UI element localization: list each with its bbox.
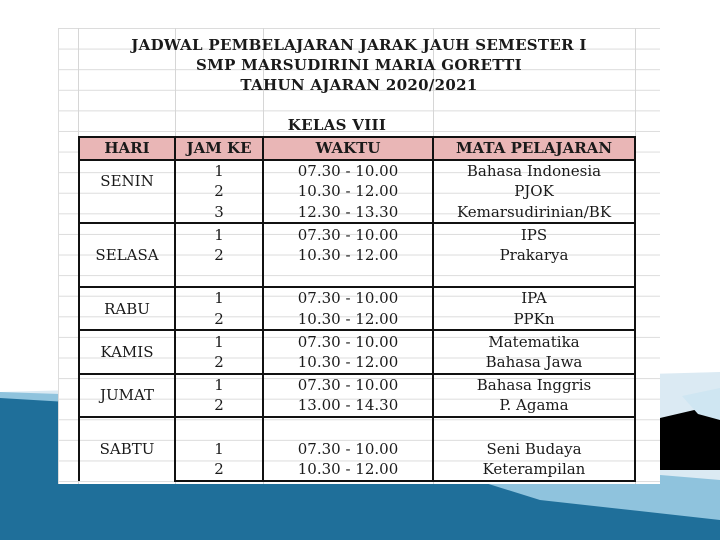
table-header-row [79,137,635,160]
mapel-cell: Kemarsudirinian/BK [433,202,635,224]
mapel-cell: PPKn [433,309,635,331]
jam-cell: 2 [175,181,263,202]
academic-year: TAHUN AJARAN 2020/2021 [240,76,478,94]
mapel-cell: PJOK [433,181,635,202]
mapel-cell: Bahasa Inggris [433,374,635,396]
jam-cell: 1 [175,438,263,459]
jam-cell: 2 [175,395,263,417]
waktu-cell: 10.30 - 12.00 [263,181,433,202]
waktu-cell: 07.30 - 10.00 [263,438,433,459]
empty-cell [175,266,263,288]
empty-cell [433,417,635,439]
mapel-cell: P. Agama [433,395,635,417]
table-row [79,287,635,309]
column-header-waktu: WAKTU [263,137,433,160]
empty-cell [175,417,263,439]
day-cell-empty [79,202,175,224]
mapel-cell: Bahasa Indonesia [433,160,635,182]
table-row [79,160,635,182]
jam-cell: 2 [175,309,263,331]
day-cell: SELASA [79,223,175,287]
mapel-cell: Bahasa Jawa [433,352,635,374]
mapel-cell: Matematika [433,330,635,352]
waktu-cell: 13.00 - 14.30 [263,395,433,417]
day-cell: SENIN [79,160,175,202]
empty-cell [263,266,433,288]
schedule-table [78,136,636,482]
waktu-cell: 07.30 - 10.00 [263,287,433,309]
jam-cell: 1 [175,160,263,182]
jam-cell: 2 [175,352,263,374]
column-header-hari: HARI [79,137,175,160]
mapel-cell: Keterampilan [433,459,635,481]
jam-cell: 1 [175,223,263,245]
waktu-cell: 07.30 - 10.00 [263,330,433,352]
day-cell: SABTU [79,417,175,481]
waktu-cell: 10.30 - 12.00 [263,309,433,331]
jam-cell: 1 [175,287,263,309]
table-row-empty [79,417,635,439]
column-header-mapel: MATA PELAJARAN [433,137,635,160]
waktu-cell: 07.30 - 10.00 [263,374,433,396]
waktu-cell: 10.30 - 12.00 [263,352,433,374]
empty-cell [433,266,635,288]
day-cell: KAMIS [79,330,175,373]
empty-cell [263,417,433,439]
day-cell: RABU [79,287,175,330]
table-row [79,330,635,352]
class-label: KELAS VIII [287,116,387,134]
waktu-cell: 10.30 - 12.00 [263,245,433,266]
mapel-cell: IPS [433,223,635,245]
jam-cell: 3 [175,202,263,224]
title-line-1: JADWAL PEMBELAJARAN JARAK JAUH SEMESTER I [131,36,587,54]
school-name: SMP MARSUDIRINI MARIA GORETTI [196,56,522,74]
mapel-cell: IPA [433,287,635,309]
jam-cell: 1 [175,374,263,396]
waktu-cell: 07.30 - 10.00 [263,223,433,245]
column-header-jam: JAM KE [175,137,263,160]
waktu-cell: 12.30 - 13.30 [263,202,433,224]
mapel-cell: Prakarya [433,245,635,266]
waktu-cell: 10.30 - 12.00 [263,459,433,481]
table-row [79,374,635,396]
mapel-cell: Seni Budaya [433,438,635,459]
jam-cell: 2 [175,245,263,266]
jam-cell: 2 [175,459,263,481]
waktu-cell: 07.30 - 10.00 [263,160,433,182]
day-cell: JUMAT [79,374,175,417]
jam-cell: 1 [175,330,263,352]
table-row [79,202,635,224]
table-row [79,223,635,245]
